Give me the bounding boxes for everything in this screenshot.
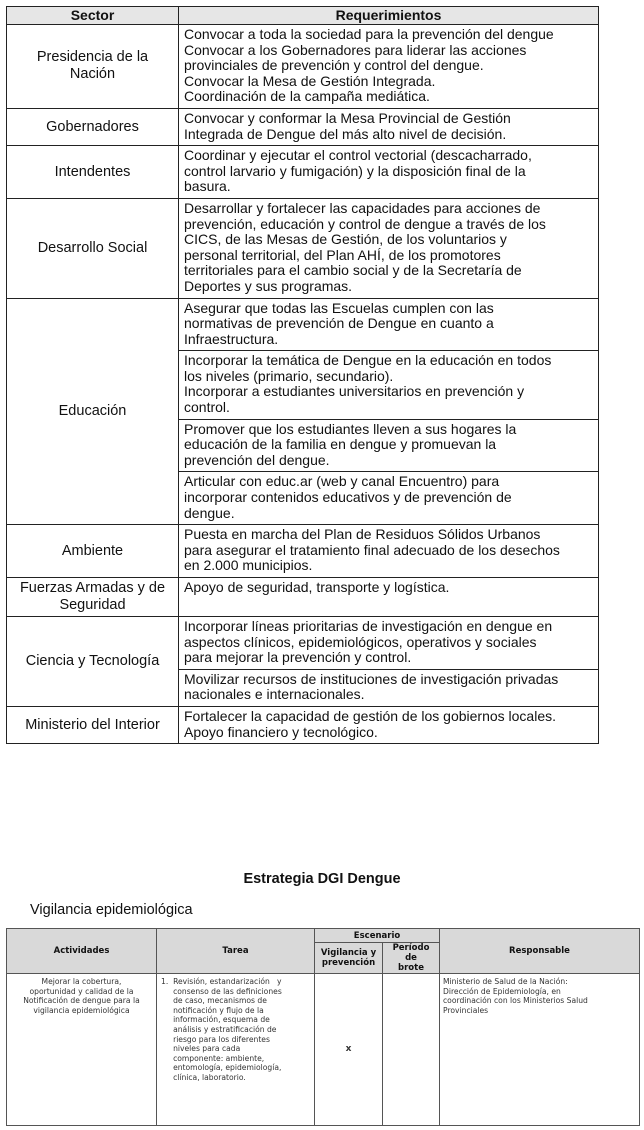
- requirement-cell: [179, 706, 599, 743]
- requirement-line: dengue.: [184, 504, 235, 521]
- task-line: componente: ambiente,: [161, 1053, 265, 1063]
- page-heading: Estrategia DGI Dengue: [243, 871, 401, 887]
- requirement-line: Coordinar y ejecutar el control vectorial (descacharrado,: [184, 147, 532, 164]
- requirement-line: Convocar a los Gobernadores para liderar las acciones: [184, 41, 527, 58]
- sector-name-line: Intendentes: [54, 163, 131, 180]
- surveillance-mark-cell: x: [315, 974, 383, 1126]
- table-row: [7, 578, 599, 617]
- requirement-line: Fortalecer la capacidad de gestión de los gobiernos locales.: [184, 707, 557, 724]
- requirement-cell: [179, 108, 599, 145]
- requirement-line: provinciales de prevención y control del dengue.: [184, 57, 484, 74]
- requirement-line: los niveles (primario, secundario).: [184, 367, 394, 384]
- surveillance-column-header: [315, 943, 383, 974]
- table-row: [7, 617, 599, 670]
- requirement-line: incorporar contenidos educativos y de prevención de: [184, 489, 512, 506]
- requirement-line: para mejorar la prevención y control.: [184, 649, 412, 666]
- requirement-line: Integrada de Dengue del más alto nivel de decisión.: [184, 125, 507, 142]
- requirement-cell: [179, 25, 599, 109]
- sector-cell: [7, 198, 179, 298]
- sector-name-line: Nación: [69, 66, 116, 83]
- scenario-column-header: Escenario: [315, 929, 440, 943]
- requirement-cell: [179, 525, 599, 578]
- table-row: [7, 146, 599, 199]
- table-row: [7, 525, 599, 578]
- sector-requirements-table: [6, 6, 599, 744]
- requirement-line: Apoyo financiero y tecnológico.: [184, 723, 378, 740]
- requirement-line: Articular con educ.ar (web y canal Encuentro) para: [184, 473, 500, 490]
- sector-table-header-row: [7, 7, 599, 25]
- sector-cell: [7, 108, 179, 145]
- sector-cell: [7, 25, 179, 109]
- table-row: [7, 298, 599, 351]
- requirement-cell: [179, 146, 599, 199]
- sector-name-line: Ciencia y Tecnología: [25, 652, 160, 669]
- task-column-header: Tarea: [157, 929, 315, 974]
- requirement-line: Coordinación de la campaña mediática.: [184, 88, 430, 105]
- surveillance-header-line: prevención: [321, 958, 376, 968]
- vigilance-table: [6, 928, 640, 1126]
- sector-name-line: Presidencia de la: [36, 49, 149, 66]
- table-row: [7, 198, 599, 298]
- requirement-line: Convocar a toda la sociedad para la prevención del dengue: [184, 26, 554, 42]
- requirement-line: prevención del dengue.: [184, 451, 330, 468]
- requirement-cell: [179, 669, 599, 706]
- task-line: niveles para cada: [161, 1044, 241, 1054]
- requirement-line: control larvario y fumigación) y la disposición final de la: [184, 162, 526, 179]
- activity-line: oportunidad y calidad de la: [29, 986, 134, 996]
- requirement-line: aspectos clínicos, epidemiológicos, operativos y sociales: [184, 633, 537, 650]
- sector-cell: [7, 298, 179, 525]
- requirement-line: en 2.000 municipios.: [184, 557, 313, 574]
- requirement-line: Incorporar la temática de Dengue en la educación en todos: [184, 352, 552, 369]
- task-line: análisis y estratificación de: [161, 1024, 277, 1034]
- responsible-column-header: Responsable: [440, 929, 640, 974]
- section-title: Vigilancia epidemiológica: [30, 902, 193, 918]
- requirement-line: Incorporar líneas prioritarias de investigación en dengue en: [184, 618, 553, 634]
- requirement-line: Movilizar recursos de instituciones de investigación privadas: [184, 670, 559, 687]
- sector-table-body: [7, 25, 599, 744]
- vigilance-table-body: [7, 974, 640, 1126]
- task-line: información, esquema de: [161, 1015, 270, 1025]
- sector-cell: [7, 525, 179, 578]
- sector-name-line: Ministerio del Interior: [25, 716, 160, 733]
- sector-cell: [7, 146, 179, 199]
- activities-column-header: Actividades: [7, 929, 157, 974]
- task-line: clínica, laboratorio.: [161, 1072, 246, 1082]
- outbreak-column-header: [383, 943, 440, 974]
- responsible-line: Provinciales: [443, 1005, 489, 1015]
- table-row: [7, 25, 599, 109]
- requirement-line: normativas de prevención de Dengue en cuanto a: [184, 315, 494, 332]
- requirements-column-header: Requerimientos: [179, 7, 599, 25]
- sector-name-line: Gobernadores: [46, 118, 139, 135]
- sector-name-line: Ambiente: [61, 542, 124, 559]
- sector-name-line: Desarrollo Social: [37, 239, 148, 256]
- responsible-line: Dirección de Epidemiología, en: [443, 986, 561, 996]
- sector-cell: [7, 617, 179, 707]
- sector-name-line: Educación: [58, 402, 127, 419]
- sector-cell: [7, 578, 179, 617]
- responsible-line: coordinación con los Ministerios Salud: [443, 996, 588, 1006]
- requirement-cell: [179, 298, 599, 351]
- sector-name-line: Seguridad: [59, 597, 126, 613]
- activity-line: Mejorar la cobertura,: [41, 977, 122, 986]
- requirement-line: Infraestructura.: [184, 330, 279, 347]
- requirement-line: basura.: [184, 178, 231, 195]
- table-row: [7, 706, 599, 743]
- requirement-cell: [179, 472, 599, 525]
- requirement-line: personal territorial, del Plan AHÍ, de los promotores: [184, 246, 501, 263]
- outbreak-header-line: de: [405, 953, 417, 963]
- requirement-line: Puesta en marcha del Plan de Residuos Sólidos Urbanos: [184, 526, 541, 543]
- requirement-cell: [179, 351, 599, 419]
- task-line: de caso, mecanismos de: [161, 996, 267, 1006]
- requirement-line: educación de la familia en dengue y promuevan la: [184, 436, 497, 453]
- task-line: 1. Revisión, estandarización y: [161, 977, 282, 986]
- requirement-line: Convocar y conformar la Mesa Provincial de Gestión: [184, 109, 511, 126]
- requirement-line: para asegurar el tratamiento final adecuado de los desechos: [184, 541, 560, 558]
- sector-name-line: Fuerzas Armadas y de: [19, 580, 166, 596]
- outbreak-header-line: brote: [398, 963, 424, 973]
- task-line: riesgo para los diferentes: [161, 1034, 270, 1044]
- activity-line: vigilancia epidemiológica: [33, 1005, 130, 1015]
- sector-cell: [7, 706, 179, 743]
- requirement-line: Apoyo de seguridad, transporte y logística.: [184, 579, 450, 595]
- requirement-cell: [179, 617, 599, 670]
- requirement-line: prevención, educación y control de dengue a través de los: [184, 215, 546, 232]
- outbreak-mark-cell: [383, 974, 440, 1126]
- requirement-line: Asegurar que todas las Escuelas cumplen con las: [184, 299, 494, 316]
- task-line: notificación y flujo de la: [161, 1005, 264, 1015]
- surveillance-header-line: Vigilancia y: [320, 948, 377, 958]
- requirement-line: control.: [184, 399, 230, 416]
- table-row: [7, 108, 599, 145]
- requirement-line: Deportes y sus programas.: [184, 277, 353, 294]
- requirement-line: territoriales para el cambio social y de la Secretaría de: [184, 262, 522, 279]
- activity-line: Notificación de dengue para la: [23, 996, 140, 1006]
- requirement-line: Promover que los estudiantes lleven a sus hogares la: [184, 420, 517, 437]
- responsible-cell: [440, 974, 640, 1126]
- task-line: consenso de las definiciones: [161, 986, 282, 996]
- requirement-line: nacionales e internacionales.: [184, 686, 365, 703]
- requirement-line: Incorporar a estudiantes universitarios en prevención y: [184, 383, 525, 400]
- outbreak-header-line: Período: [392, 943, 430, 953]
- requirement-line: Convocar la Mesa de Gestión Integrada.: [184, 72, 436, 89]
- requirement-cell: [179, 578, 599, 617]
- requirement-line: Desarrollar y fortalecer las capacidades para acciones de: [184, 199, 541, 216]
- requirement-cell: [179, 419, 599, 472]
- task-cell: [157, 974, 315, 1126]
- sector-column-header: Sector: [7, 7, 179, 25]
- responsible-line: Ministerio de Salud de la Nación:: [443, 977, 568, 986]
- task-line: entomología, epidemiología,: [161, 1063, 282, 1073]
- activity-cell: [7, 974, 157, 1126]
- table-row: [7, 974, 640, 1126]
- requirement-cell: [179, 198, 599, 298]
- requirement-line: CICS, de las Mesas de Gestión, de los voluntarios y: [184, 231, 507, 248]
